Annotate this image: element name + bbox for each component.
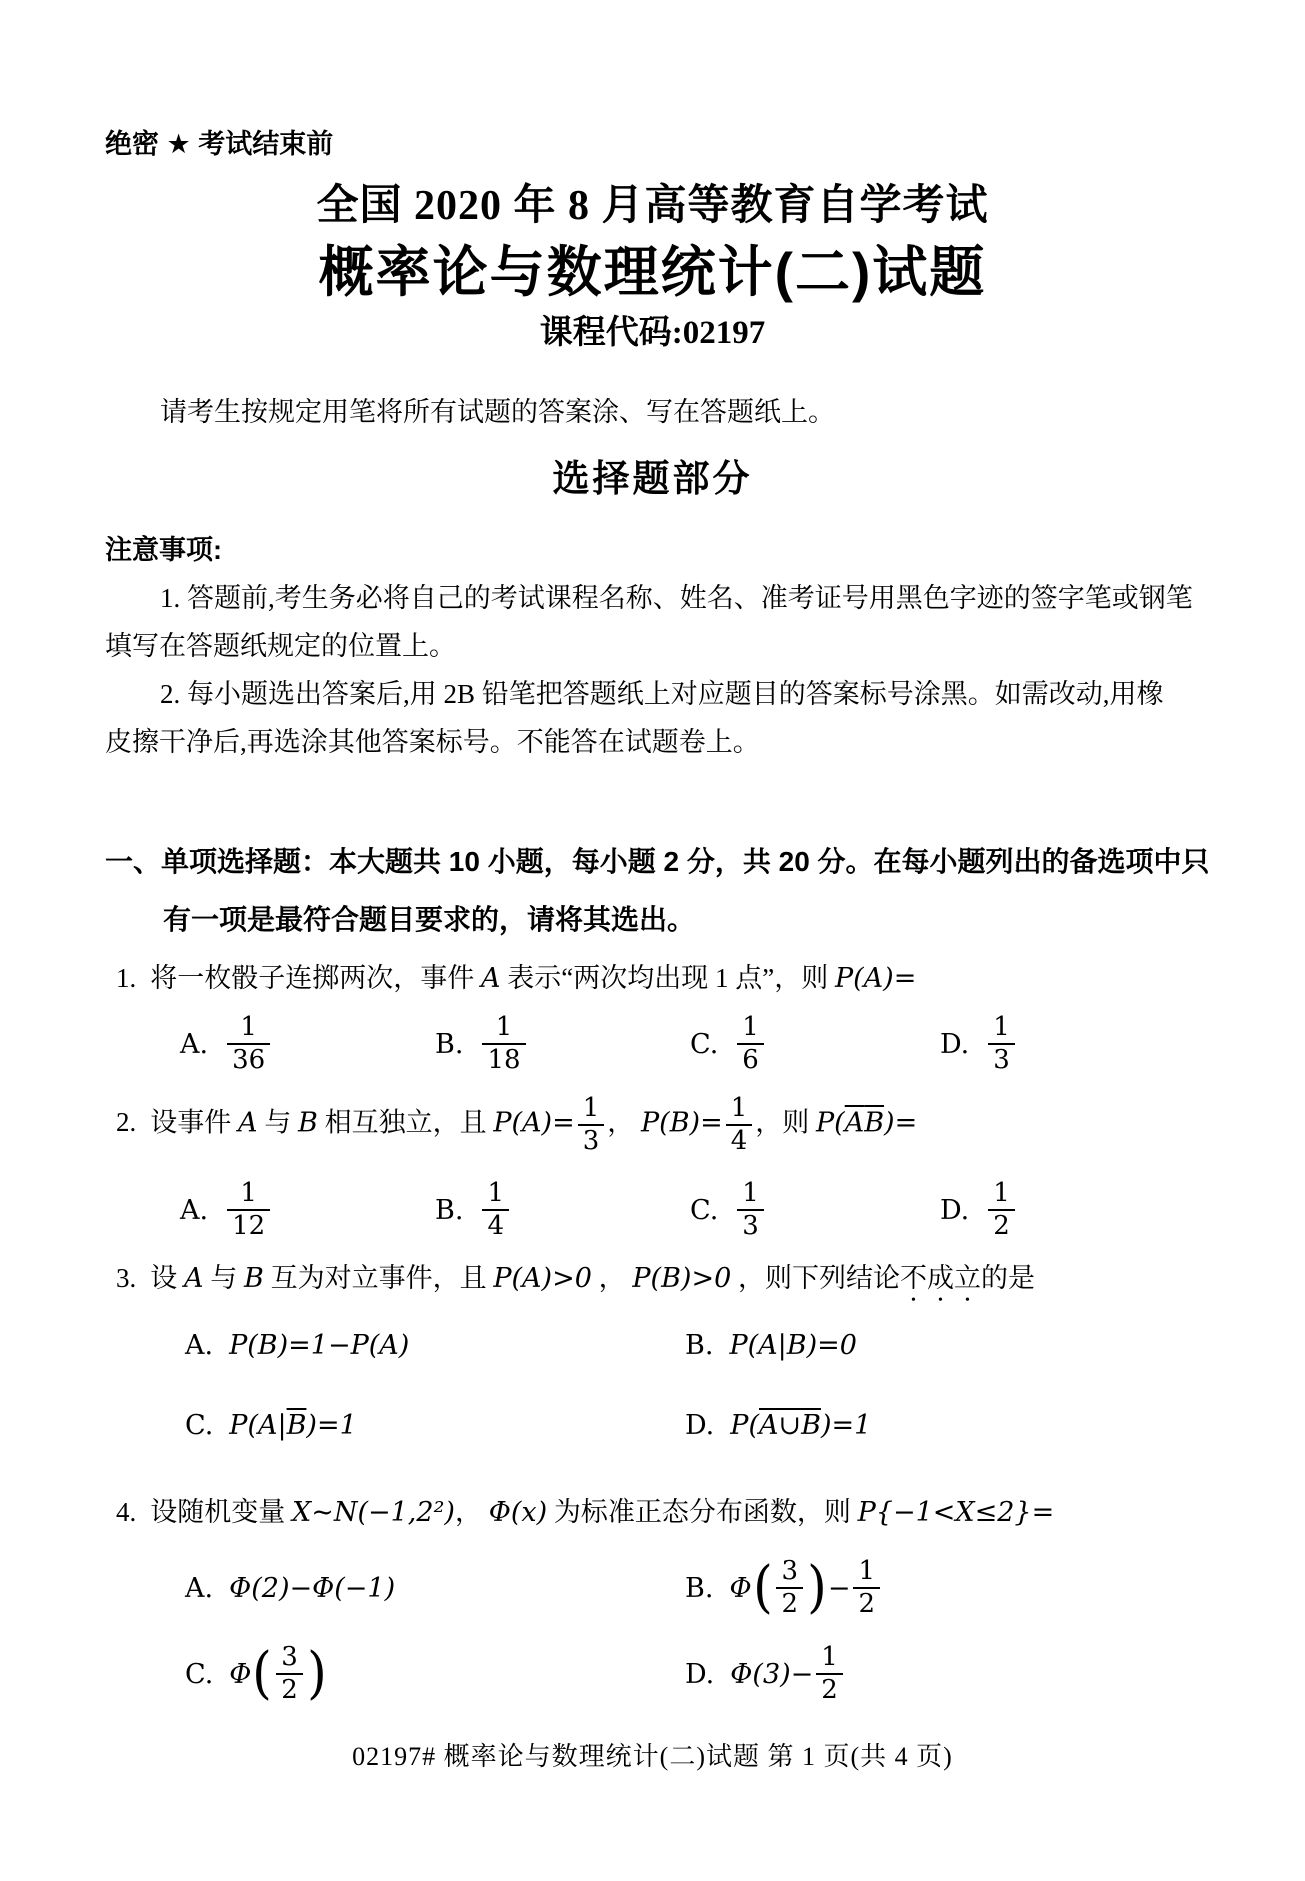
question-3-options-row-2 [185, 1410, 871, 1441]
question-1-stem [116, 956, 916, 995]
fraction-denominator: 2 [853, 1587, 880, 1620]
union-complement: A∪B [758, 1410, 821, 1441]
question-2-stem [116, 1093, 917, 1157]
option-a-label: A. [185, 1572, 214, 1604]
option-d-label: D. [685, 1410, 715, 1441]
question-2-number: 2. [116, 1107, 137, 1138]
option-a-expression: Φ(2)−Φ(−1) [229, 1572, 396, 1604]
question-4-option-c [185, 1642, 685, 1706]
fraction-numerator: 1 [582, 1093, 600, 1123]
option-c-label: C. [690, 1194, 719, 1226]
fraction [737, 1178, 764, 1242]
question-4-distribution: X~N(−1,2²) [292, 1497, 455, 1528]
question-4-text-3: 为标准正态分布函数，则 [553, 1497, 851, 1527]
question-1-option-a [180, 1012, 435, 1076]
question-1-number: 1. [116, 963, 137, 993]
fraction-denominator: 3 [737, 1209, 764, 1242]
question-4-stem [116, 1490, 1054, 1529]
question-3-option-c [185, 1410, 685, 1441]
question-4-option-b [685, 1556, 883, 1620]
option-b-expression: P(A|B)=0 [729, 1330, 857, 1361]
option-a-label: A. [185, 1330, 214, 1361]
fraction [482, 1178, 509, 1242]
fraction-numerator: 1 [742, 1178, 759, 1208]
question-2-variable-a: A [238, 1107, 258, 1139]
option-a-label: A. [180, 1194, 209, 1226]
fraction [737, 1012, 764, 1076]
notice-item-2-line-2: 皮擦干净后,再选涂其他答案标号。不能答在试题卷上。 [105, 727, 760, 757]
notice-item-2-line-1: 2. 每小题选出答案后,用 2B 铅笔把答题纸上对应题目的答案标号涂黑。如需改动,用橡 [160, 679, 1164, 709]
question-3-number: 3. [116, 1263, 137, 1293]
question-1-text-1: 将一枚骰子连掷两次，事件 [150, 963, 475, 993]
question-2-options [180, 1178, 1018, 1242]
fraction-numerator: 3 [281, 1642, 298, 1672]
question-3-emphasized-text: 不成立 [900, 1263, 982, 1293]
question-4-probability-expression: P{−1<X≤2}= [857, 1497, 1055, 1528]
fraction [776, 1556, 803, 1620]
question-2-option-a [180, 1178, 435, 1242]
paper-title: 概率论与数理统计(二)试题 [318, 241, 987, 303]
question-1-expression: P(A)= [834, 963, 917, 994]
question-3-option-b [685, 1330, 857, 1361]
option-d-label: D. [940, 1028, 970, 1060]
fraction-numerator: 1 [240, 1012, 257, 1042]
option-c-label: C. [185, 1410, 214, 1441]
fraction-denominator: 4 [482, 1209, 509, 1242]
question-2-text-4: ， [607, 1107, 635, 1138]
fraction-denominator: 6 [737, 1043, 764, 1076]
option-d-label: D. [685, 1658, 715, 1690]
question-3-text-6: 的是 [981, 1263, 1036, 1293]
fraction-denominator: 2 [276, 1673, 303, 1706]
notice-title: 注意事项: [105, 535, 222, 565]
fraction-numerator: 3 [781, 1556, 798, 1586]
question-1-option-d [940, 1012, 1018, 1076]
question-3-stem [116, 1256, 1035, 1308]
section-1-heading-line-2: 有一项是最符合题目要求的，请将其选出。 [163, 904, 696, 935]
fraction [227, 1012, 270, 1076]
fraction-numerator: 1 [858, 1556, 876, 1586]
option-c-label: C. [185, 1658, 214, 1690]
fraction [988, 1012, 1015, 1076]
fraction [578, 1093, 605, 1157]
question-1-variable-a: A [481, 963, 501, 994]
fraction [726, 1093, 753, 1157]
option-d-label: D. [940, 1194, 970, 1226]
option-a-expression: P(B)=1−P(A) [229, 1330, 410, 1361]
option-c-expression [229, 1410, 356, 1441]
question-2-variable-b: B [298, 1107, 318, 1139]
fraction-numerator: 1 [742, 1012, 759, 1042]
notice-item-1-line-1: 1. 答题前,考生务必将自己的考试课程名称、姓名、准考证号用黑色字迹的签字笔或钢笔 [160, 583, 1193, 613]
fraction-denominator: 2 [988, 1209, 1015, 1242]
fraction-denominator: 36 [227, 1043, 270, 1076]
question-2-text-1: 设事件 [150, 1107, 232, 1138]
question-3-text-2: 与 [210, 1263, 238, 1293]
question-2-option-b [435, 1178, 690, 1242]
question-3-condition-2: P(B)>0 [632, 1263, 732, 1294]
option-d-expression [730, 1410, 871, 1441]
fraction [227, 1178, 270, 1242]
question-4-phi-function: Φ(x) [488, 1497, 548, 1528]
question-3-option-d [685, 1410, 871, 1441]
right-parenthesis: ) [306, 1640, 327, 1706]
question-3-text-1: 设 [150, 1263, 178, 1293]
question-3-variable-a: A [184, 1263, 204, 1294]
fraction-numerator: 1 [993, 1178, 1010, 1208]
fraction-denominator: 2 [816, 1673, 843, 1706]
fraction-numerator: 1 [495, 1012, 513, 1042]
question-3-condition-1: P(A)>0 [493, 1263, 592, 1294]
secrecy-classification-label: 绝密 ★ 考试结束前 [105, 129, 334, 159]
expression-suffix: )=1 [306, 1410, 357, 1441]
fraction [482, 1012, 525, 1076]
question-1-text-2: 表示“两次均出现 1 点”，则 [507, 963, 829, 993]
question-3-options-row-1 [185, 1330, 857, 1361]
question-4-text-1: 设随机变量 [150, 1497, 286, 1527]
expression-prefix: P( [816, 1107, 845, 1139]
question-3-text-5: ，则下列结论 [738, 1263, 901, 1293]
expression-prefix: Φ(3)− [730, 1658, 814, 1690]
question-4-options-row-1 [185, 1556, 883, 1620]
question-2-expression-2: P(B)= [641, 1107, 723, 1139]
page-footer: 02197# 概率论与数理统计(二)试题 第 1 页(共 4 页) [352, 1742, 953, 1771]
question-4-option-a [185, 1573, 685, 1604]
question-3-variable-b: B [244, 1263, 264, 1294]
fraction-numerator: 1 [993, 1012, 1010, 1042]
answer-sheet-note: 请考生按规定用笔将所有试题的答案涂、写在答题纸上。 [160, 397, 835, 427]
section-1-heading-line-1: 一、单项选择题：本大题共 10 小题，每小题 2 分，共 20 分。在每小题列出的备选项中只 [105, 846, 1210, 877]
expression-prefix: P( [730, 1410, 759, 1441]
part-title-multiple-choice: 选择题部分 [552, 458, 753, 499]
b-complement: $\overline{B}$ [864, 1107, 885, 1139]
question-2-option-c [690, 1178, 940, 1242]
expression-suffix: )=1 [820, 1410, 872, 1441]
option-c-label: C. [690, 1028, 719, 1060]
right-parenthesis: ) [807, 1554, 827, 1620]
question-2-text-2: 与 [264, 1107, 292, 1138]
question-4-text-2: ， [454, 1497, 482, 1527]
option-c-expression [229, 1642, 327, 1706]
fraction-denominator: 12 [227, 1209, 270, 1242]
minus-sign: − [827, 1572, 851, 1604]
question-2-expression-3 [816, 1107, 917, 1138]
question-4-number: 4. [116, 1497, 137, 1527]
option-b-label: B. [685, 1330, 714, 1361]
fraction-denominator: 4 [726, 1124, 753, 1157]
question-2-expression-1: P(A)= [493, 1107, 575, 1139]
phi-symbol: Φ [229, 1658, 252, 1690]
expression-prefix: P(A| [229, 1410, 287, 1441]
exam-session-title: 全国 2020 年 8 月高等教育自学考试 [316, 183, 989, 229]
fraction-denominator: 3 [988, 1043, 1015, 1076]
option-a-label: A. [180, 1028, 209, 1060]
fraction [853, 1556, 880, 1620]
question-4-option-d [685, 1642, 846, 1706]
question-3-text-4: ， [598, 1263, 626, 1293]
left-parenthesis: ( [752, 1554, 773, 1620]
question-1-options [180, 1012, 1018, 1076]
fraction-denominator: 3 [578, 1124, 605, 1157]
b-complement: $\overline{B}$ [286, 1410, 307, 1441]
question-2-text-5: ，则 [755, 1107, 810, 1138]
question-1-option-b [435, 1012, 690, 1076]
phi-symbol: Φ [729, 1572, 752, 1604]
fraction-numerator: 1 [240, 1178, 257, 1208]
question-3-option-a [185, 1330, 685, 1361]
expression-suffix: )= [884, 1107, 918, 1139]
option-d-expression [730, 1642, 846, 1706]
question-2-text-3: 相互独立，且 [324, 1107, 487, 1138]
question-2-option-d [940, 1178, 1018, 1242]
question-3-text-3: 互为对立事件，且 [270, 1263, 487, 1293]
question-1-option-c [690, 1012, 940, 1076]
question-4-options-row-2 [185, 1642, 846, 1706]
fraction-numerator: 1 [487, 1178, 504, 1208]
left-parenthesis: ( [252, 1640, 273, 1706]
fraction-denominator: 18 [482, 1043, 525, 1076]
option-b-label: B. [435, 1194, 464, 1226]
option-b-label: B. [435, 1028, 464, 1060]
fraction-numerator: 1 [821, 1642, 838, 1672]
fraction [816, 1642, 843, 1706]
fraction-denominator: 2 [776, 1587, 803, 1620]
fraction [276, 1642, 303, 1706]
course-code: 课程代码:02197 [539, 315, 766, 351]
option-b-label: B. [685, 1572, 714, 1604]
notice-item-1-line-2: 填写在答题纸规定的位置上。 [105, 631, 456, 661]
fraction [988, 1178, 1015, 1242]
option-b-expression [729, 1556, 883, 1620]
a-complement: $\overline{A}$ [844, 1107, 865, 1139]
fraction-numerator: 1 [730, 1093, 748, 1123]
